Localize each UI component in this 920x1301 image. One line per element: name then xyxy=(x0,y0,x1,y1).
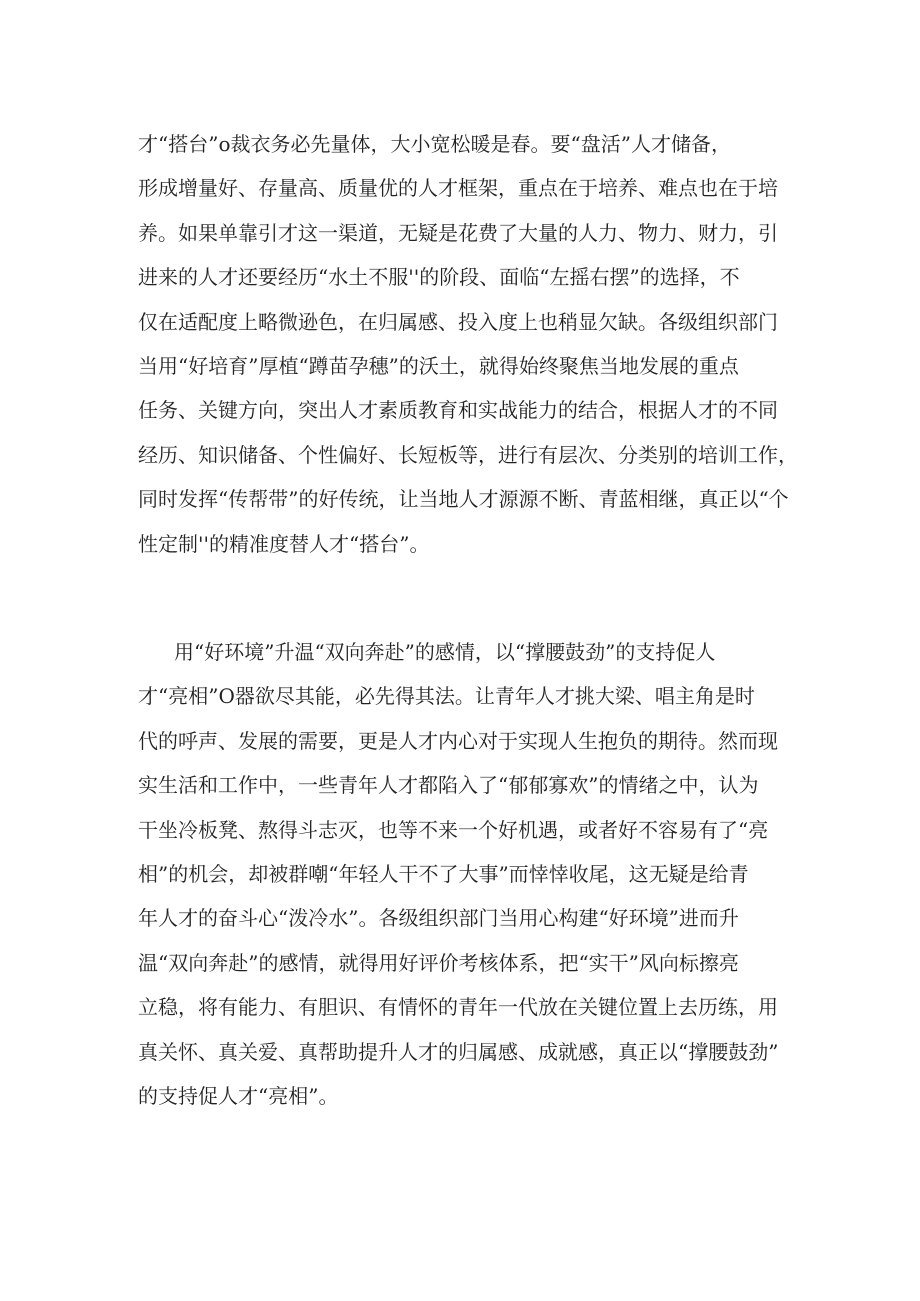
paragraph-talent-platform xyxy=(138,122,798,566)
text-line: 当用“好培育”厚植“蹲苗孕穗”的沃土，就得始终聚焦当地发展的重点 xyxy=(138,353,739,378)
text-line: 仅在适配度上略微逊色，在归属感、投入度上也稍显欠缺。各级组织部门 xyxy=(138,309,778,334)
text-line: 的支持促人才“亮相”。 xyxy=(138,1083,339,1108)
text-line: 温“双向奔赴”的感情，就得用好评价考核体系，把“实干”风向标擦亮 xyxy=(138,950,739,975)
text-line: 立稳，将有能力、有胆识、有情怀的青年一代放在关键位置上去历练，用 xyxy=(138,995,778,1020)
text-line: 经历、知识储备、个性偏好、长短板等，进行有层次、分类别的培训工作， xyxy=(138,442,798,467)
text-line: 才“亮相”O器欲尽其能，必先得其法。让青年人才挑大梁、唱主角是时 xyxy=(138,684,755,709)
text-line: 任务、关键方向，突出人才素质教育和实战能力的结合，根据人才的不同 xyxy=(138,398,778,423)
paragraph-good-environment xyxy=(138,630,798,1118)
text-line: 实生活和工作中，一些青年人才都陷入了“郁郁寡欢”的情绪之中，认为 xyxy=(138,773,759,798)
text-line: 进来的人才还要经历“水土不服''的阶段、面临“左摇右摆”的选择，不 xyxy=(138,265,740,290)
text-line: 干坐冷板凳、熬得斗志灭，也等不来一个好机遇，或者好不容易有了“亮 xyxy=(138,817,769,842)
text-line: 同时发挥“传帮带”的好传统，让当地人才源源不断、青蓝相继，真正以“个 xyxy=(138,487,789,512)
text-line: 相”的机会，却被群嘲“年轻人干不了大事”而悻悻收尾，这无疑是给青 xyxy=(138,861,749,886)
text-line: 代的呼声、发展的需要，更是人才内心对于实现人生抱负的期待。然而现 xyxy=(138,728,778,753)
text-line: 养。如果单靠引才这一渠道，无疑是花费了大量的人力、物力、财力，引 xyxy=(138,220,778,245)
text-line: 年人才的奋斗心“泼冷水”。各级组织部门当用心构建“好环境”进而升 xyxy=(138,906,739,931)
text-line: 性定制''的精准度替人才“搭台”。 xyxy=(138,531,430,556)
text-line: 真关怀、真关爱、真帮助提升人才的归属感、成就感，真正以“撑腰鼓劲” xyxy=(138,1039,779,1064)
text-line: 形成增量好、存量高、质量优的人才框架，重点在于培养、难点也在于培 xyxy=(138,176,778,201)
text-line: 才“搭台”o裁衣务必先量体，大小宽松暖是春。要“盘活”人才储备， xyxy=(138,132,731,156)
text-line: 用“好环境”升温“双向奔赴”的感情，以“撑腰鼓劲”的支持促人 xyxy=(174,640,716,664)
